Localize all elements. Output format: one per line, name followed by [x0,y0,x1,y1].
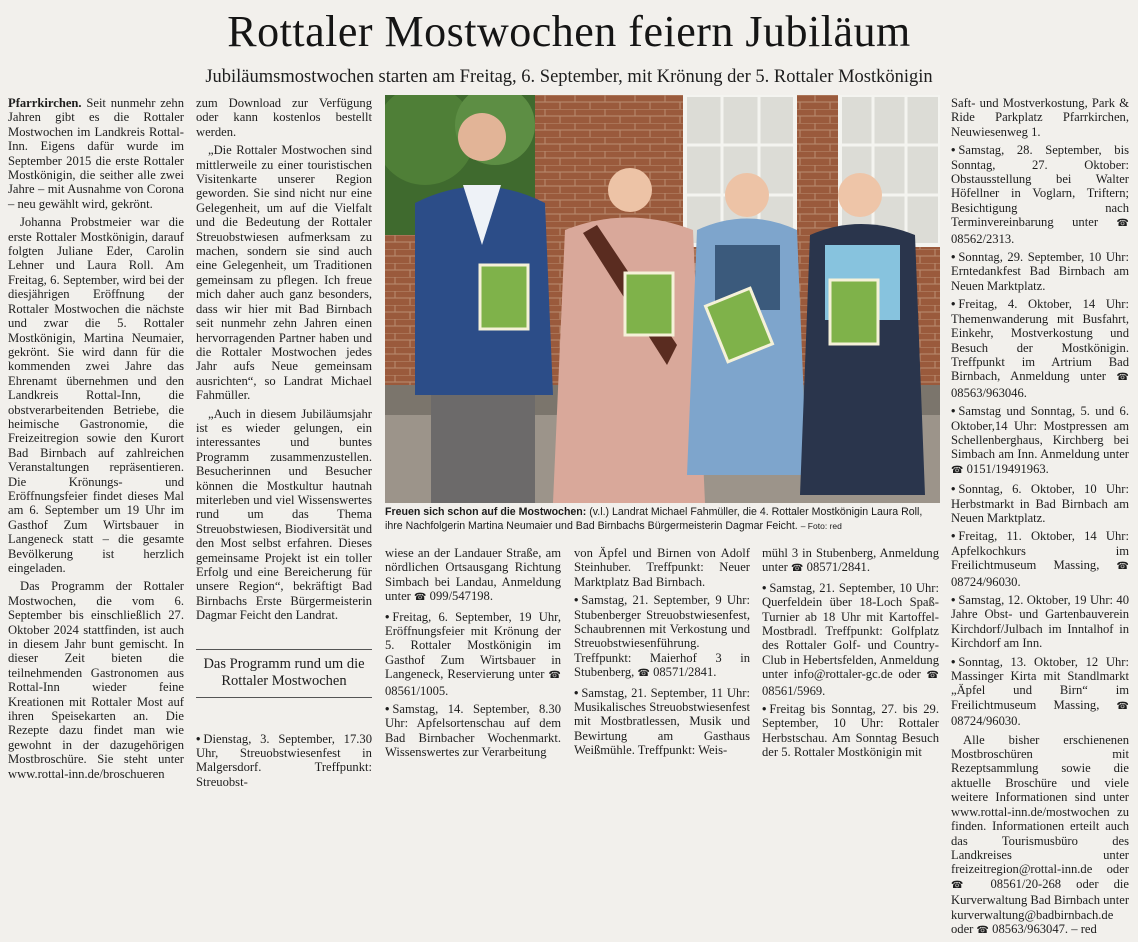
item-lead: Samstag, 14. September, 8.30 Uhr: [385,702,561,731]
program-item [951,297,1129,400]
item-lead: Sonntag, 6. Oktober, 10 Uhr: [958,482,1129,497]
column-2 [196,96,372,793]
item-lead: Sonntag, 29. September, 10 Uhr: [958,250,1129,265]
phone-number: 08561/20-268 [990,876,1062,891]
bullet-icon: • [951,404,956,419]
item-text: Rottaler Herbstschau. Am Sonntag Besuch der 5. Rottaler Mostkönigin mit [762,716,939,760]
paragraph: Das Programm der Rottaler Mostwochen, die vom 6. September bis einschließlich 27. Oktober 2024 stattfinden, ist auch in diesem Jahr bunt gemischt. In dieser Zeit bieten die teilnehmenden Gastronomen aus Rottal-Inn wieder feine Kreationen mit Rottaler Most auf ihren Speisekarten an. Die Rezepte dazu findet man wie gewohnt in der dazugehörigen Mostbroschüre. Sie steht unter www.rottal-inn.de/broschueren [8,579,184,781]
bullet-icon: • [574,685,579,700]
column-1 [8,96,184,785]
item-lead: Samstag, 28. September, bis Sonntag, 27. Oktober: [951,143,1129,172]
phone-icon: ☎ [1116,218,1129,230]
paragraph [8,96,184,211]
phone-number: 08561/1005. [385,683,449,698]
paragraph-text: Seit nunmehr zehn Jahren gibt es die Rottaler Mostwochen im Landkreis Rottal-Inn. Eigens dafür wurde im September 2015 die erste Rottaler Mostkönigin, die seither alle zwei Jahre – mit Ausnahme von Corona – neu gewählt wird, gekrönt. [8,96,184,211]
program-item [951,482,1129,525]
phone-number: 099/547198. [429,589,493,604]
item-lead: Freitag, 6. September, 19 Uhr, [392,609,561,624]
paragraph: von Äpfel und Birnen von Adolf Steinhuber. Treffpunkt: Neuer Marktplatz Bad Birnbach. [574,546,750,589]
phone-number: 08724/96030. [951,714,1021,729]
column-3 [385,546,561,764]
item-text: Themenwanderung mit Busfahrt, Einkehr, Mostverkostung und Besuch der Mostkönigin. Treffpunkt im Artrium Bad Birnbach, Anmeldung unter [951,311,1129,384]
photo-caption [385,505,940,533]
column-6 [951,96,1129,942]
column-5 [762,546,939,764]
item-lead: Freitag, 4. Oktober, 14 Uhr: [958,297,1129,312]
phone-number: 08571/2841. [806,560,870,575]
program-item [762,581,939,698]
phone-icon: ☎ [637,668,650,680]
phone-number: 08571/2841. [653,665,717,680]
group-photo [385,95,940,503]
phone-icon: ☎ [548,670,561,682]
phone-number: 08563/963046. [951,385,1027,400]
item-lead: Freitag bis Sonntag, 27. bis 29. September, 10 Uhr: [762,702,939,731]
bullet-icon: • [951,297,956,312]
paragraph [762,546,939,577]
paragraph-text: mühl 3 in Stubenberg, Anmeldung unter [762,546,939,575]
bullet-icon: • [951,593,956,607]
item-text: 40 Jahre Obst- und Gartenbauverein Kirchdorf/Julbach im Inntalhof in Kirchdorf am Inn. [951,593,1129,651]
item-lead: Sonntag, 13. Oktober, 12 Uhr: [958,654,1129,669]
bullet-icon: • [385,702,390,717]
phone-icon: ☎ [791,563,804,575]
program-box-title: Das Programm rund um die Rottaler Mostwochen [196,649,372,698]
bullet-icon: • [951,529,956,544]
phone-number: 0151/19491963. [966,461,1049,476]
program-item [951,593,1129,651]
phone-number: 08562/2313. [951,231,1015,246]
item-text: Apfelsortenschau auf dem Bad Birnbacher Wochenmarkt. Wissenswertes zur Verarbeitung [385,716,561,760]
program-item [385,702,561,760]
item-text: Eröffnungsfeier mit Krönung der 5. Rottaler Mostkönigin im Gasthof Zum Wirtsbauer in Langeneck, Reservierung unter [385,624,561,682]
bullet-icon: • [385,609,390,624]
dateline: Pfarrkirchen. [8,96,82,110]
phone-icon: ☎ [976,924,990,936]
item-text: Erntedankfest Bad Birnbach am Neuen Marktplatz. [951,264,1129,293]
bullet-icon: • [574,593,579,608]
subheadline: Jubiläumsmostwochen starten am Freitag, 6. September, mit Krönung der 5. Rottaler Mostkönigin [205,67,933,87]
item-text: Mostpressen am Schellenberghaus, Kirchberg bei Simbach am Inn. Anmeldung unter [951,418,1129,462]
item-text: Massinger Kirta mit Standlmarkt „Äpfel und Birn“ im Freilichtmuseum Massing, [951,669,1129,712]
item-text: Streuobstwiesenfest in Malgersdorf. Treffpunkt: Streuobst- [196,746,372,789]
paragraph: Johanna Probstmeier war die erste Rottaler Mostkönigin, darauf folgten Juliane Eder, Carolin Lehner und Laura Roll. Am Freitag, 6. September, wird bei der diesjährigen Eröffnung der Rottaler Mostwochen die nächste und zwar die 5. Rottaler Mostkönigin, Martina Neumaier, gekrönt. Sie wird dann für die kommenden zwei Jahre das Ehrenamt übernehmen und den Landkreis Rottal-Inn, die obstverarbeitenden Betriebe, die heimische Gastronomie, die Freizeitregion sowie den Kurort Bad Birnbach auf zahlreichen Veranstaltungen repräsentieren. Die Krönungs- und Eröffnungsfeier findet dieses Mal am 6. September um 19 Uhr im Gasthof Zum Wirtsbauer in Langeneck statt – die gesamte Bevölkerung ist herzlich eingeladen. [8,215,184,575]
bullet-icon: • [951,654,956,669]
paragraph: „Die Rottaler Mostwochen sind mittlerweile zu einer touristischen Visitenkarte unserer Region geworden. Sie sind nicht nur eine Gelegenheit, um auf die Vielfalt und die Bedeutung der Rottaler Streuobstwiesen aufmerksam zu machen, sondern sie sind auch eine Gelegenheit, um Traditionen gemeinsam zu pflegen. Ich freue mich daher auch ganz besonders, dass wir hier mit Bad Birnbach seit nunmehr zehn Jahren einen hervorragenden Partner haben und die Rottaler Mostwochen jedes Jahr aufs Neue gemeinsam ausrichten“, so Landrat Michael Fahmüller. [196,143,372,403]
program-item [574,686,750,758]
program-list [951,143,1129,728]
item-lead: Dienstag, 3. September, 17.30 Uhr, [196,731,372,761]
paragraph [951,733,1129,939]
paragraph-text: Alle bisher erschienenen Mostbroschüren mit Rezeptsammlung sowie die aktuelle Broschüre und viele weitere Informationen sind unter www.rottal-inn.de/mostwochen zu finden. Informationen erteilt auch das Tourismusbüro des Landkreises unter freizeitregion@rottal-inn.de oder [951,732,1129,877]
phone-icon: ☎ [926,670,939,682]
phone-number: 08561/5969. [762,683,826,698]
bullet-icon: • [196,731,201,746]
bullet-icon: • [762,702,767,717]
program-item [574,593,750,681]
paragraph-text: wiese an der Landauer Straße, am nördlichen Ortsausgang Richtung Simbach bei Landau, Anmeldung unter [385,546,561,604]
phone-icon: ☎ [1116,700,1129,712]
item-text: Apfelkochkurs im Freilichtmuseum Massing, [951,543,1129,573]
phone-number: 08724/96030. [951,574,1021,589]
phone-icon: ☎ [1116,561,1129,573]
program-item [951,655,1129,729]
item-text: Stubenberger Streuobstwiesenfest, Schaubrennen mit Verkostung und Streuobstwiesenführung. Treffpunkt: Maierhof 3 in Stubenberg, [574,607,750,680]
signoff: – red [1071,921,1097,936]
photo-credit: – Foto: red [800,521,842,531]
item-text: Herbstmarkt in Bad Birnbach am Neuen Marktplatz. [951,496,1129,525]
phone-icon: ☎ [1116,372,1129,384]
item-text: Musikalisches Streuobstwiesenfest mit Mostbratlessen, Musik und Bewirtung am Gasthaus Weißmühle. Treffpunkt: Weis- [574,700,750,758]
paragraph: zum Download zur Verfügung oder kann kostenlos bestellt werden. [196,96,372,139]
phone-icon: ☎ [951,464,964,476]
phone-icon: ☎ [414,592,427,604]
paragraph-text: oder die Kurverwaltung Bad Birnbach unter kurverwaltung@badbirnbach.de oder [951,876,1130,936]
bullet-icon: • [951,143,956,158]
item-lead: Samstag und Sonntag, 5. und 6. Oktober,14 Uhr: [951,404,1129,433]
item-lead: Samstag, 12. Oktober, 19 Uhr: [958,593,1114,607]
program-item [196,732,372,790]
program-item [951,404,1129,478]
item-text: Obstausstellung bei Walter Höfellner in Voglarn, Triftern; Besichtigung nach Terminvereinbarung unter [951,172,1129,230]
column-4 [574,546,750,762]
bullet-icon: • [762,580,767,595]
item-lead: Samstag, 21. September, 11 Uhr: [581,685,750,700]
program-item [385,610,561,698]
item-lead: Freitag, 11. Oktober, 14 Uhr: [958,529,1129,544]
item-lead: Samstag, 21. September, 10 Uhr: [769,580,939,595]
program-item [951,529,1129,589]
item-text: Querfeldein über 18-Loch Spaß-Turnier ab 18 Uhr mit Kartoffel-Mostbradl. Treffpunkt: Golfplatz des Rottaler Golf- und Country-Club in Hebertsfelden, Anmeldung unter info@rottaler-gc.de oder [762,595,939,682]
program-item [762,702,939,760]
caption-lead: Freuen sich schon auf die Mostwochen: [385,506,587,518]
caption-text: (v.l.) Landrat Michael Fahmüller, die 4. Rottaler Mostkönigin Laura Roll, ihre Nachfolgerin Martina Neumaier und Bad Birnbachs Bürgermeisterin Dagmar Feicht. [385,506,923,532]
bullet-icon: • [951,250,956,265]
paragraph: „Auch in diesem Jubiläumsjahr ist es wieder gelungen, ein interessantes und buntes Programm zusammenzustellen. Besucherinnen und Besucher können die Mostkultur hautnah miterleben und viel Wissenswertes rund um das Thema Streuobstwiesen, Biodiversität und den Most selbst erfahren. Dieses gemeinsame Projekt ist ein toller Erfolg und eine Bereicherung für unsere Region“, bekräftigt Bad Birnbachs Erste Bürgermeisterin Dagmar Feicht den Landrat. [196,406,372,623]
phone-icon: ☎ [951,879,976,891]
program-item [951,143,1129,246]
program-item [951,250,1129,293]
phone-number: 08563/963047. [992,921,1069,936]
item-lead: Samstag, 21. September, 9 Uhr: [581,593,750,608]
paragraph: Saft- und Mostverkostung, Park & Ride Parkplatz Pfarrkirchen, Neuwiesenweg 1. [951,96,1129,139]
paragraph [385,546,561,606]
bullet-icon: • [951,482,956,497]
headline: Rottaler Mostwochen feiern Jubiläum [227,7,911,56]
